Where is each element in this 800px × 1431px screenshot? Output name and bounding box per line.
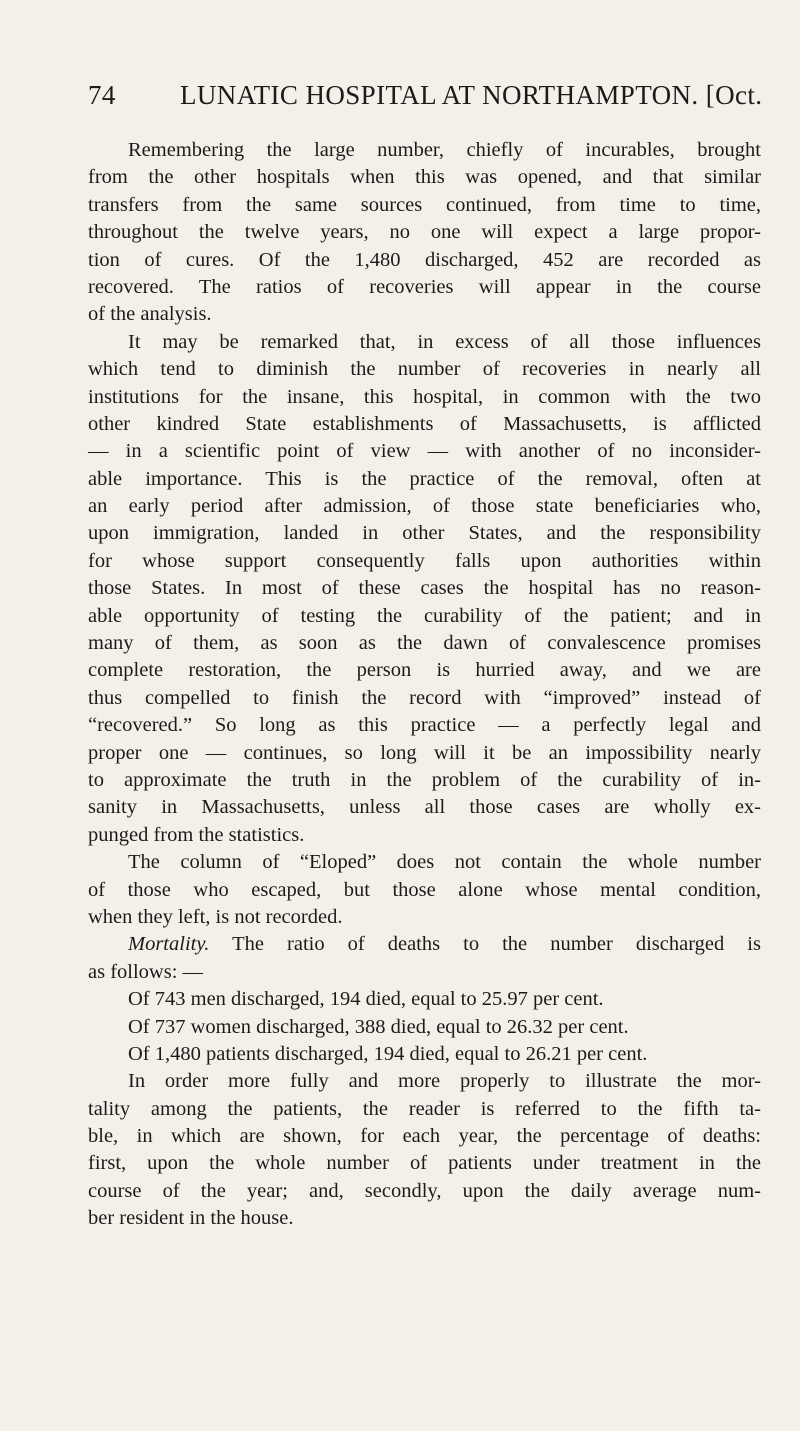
text-line: of the analysis. <box>88 303 212 326</box>
text-line: able importance. This is the practice of the removal, often at <box>88 467 761 490</box>
text-line: complete restoration, the person is hurried away, and we are <box>88 659 761 682</box>
text-line: those States. In most of these cases the hospital has no reason- <box>88 577 761 600</box>
text-line: ble, in which are shown, for each year, the percentage of deaths: <box>88 1125 761 1148</box>
running-month: [Oct. <box>705 80 763 110</box>
text-line: to approximate the truth in the problem of the curability of in- <box>88 768 761 791</box>
body-text <box>88 137 761 1233</box>
text-line: institutions for the insane, this hospital, in common with the two <box>88 385 761 408</box>
text-line: It may be remarked that, in excess of all those influences <box>128 330 761 353</box>
stat-line-men: Of 743 men discharged, 194 died, equal to 25.97 per cent. <box>128 988 604 1011</box>
text-line: transfers from the same sources continued, from time to time, <box>88 193 761 216</box>
text-line: upon immigration, landed in other States, and the responsibility <box>88 522 761 545</box>
text-line: from the other hospitals when this was opened, and that similar <box>88 166 761 189</box>
text-line: thus compelled to finish the record with “improved” instead of <box>88 686 761 709</box>
text-line: as follows: — <box>88 960 204 983</box>
text-line: “recovered.” So long as this practice — a perfectly legal and <box>88 714 761 737</box>
text-line: ber resident in the house. <box>88 1207 294 1230</box>
text-line: proper one — continues, so long will it be an impossibility nearly <box>88 741 761 764</box>
text-line <box>88 931 761 958</box>
text-line: an early period after admission, of those state beneficiaries who, <box>88 495 761 518</box>
text-line: which tend to diminish the number of recoveries in nearly all <box>88 358 761 381</box>
text-line: — in a scientific point of view — with another of no inconsider- <box>88 440 761 463</box>
text-line: able opportunity of testing the curability of the patient; and in <box>88 604 761 627</box>
stat-line-women: Of 737 women discharged, 388 died, equal to 26.32 per cent. <box>128 1015 629 1038</box>
text-line: recovered. The ratios of recoveries will appear in the course <box>88 275 761 298</box>
text-line: of those who escaped, but those alone whose mental condition, <box>88 878 761 901</box>
text-line: tality among the patients, the reader is referred to the fifth ta- <box>88 1097 761 1120</box>
text-line: course of the year; and, secondly, upon the daily average num- <box>88 1179 761 1202</box>
text-line: sanity in Massachusetts, unless all those cases are wholly ex- <box>88 796 761 819</box>
text-line: Remembering the large number, chiefly of incurables, brought <box>128 139 761 161</box>
page-number: 74 <box>88 80 116 110</box>
stat-line-patients: Of 1,480 patients discharged, 194 died, equal to 26.21 per cent. <box>128 1042 648 1065</box>
mortality-heading: Mortality. <box>128 933 210 956</box>
text-line: throughout the twelve years, no one will expect a large propor- <box>88 221 761 244</box>
running-header <box>88 78 768 112</box>
text-line: punged from the statistics. <box>88 823 305 846</box>
text-line: tion of cures. Of the 1,480 discharged, 452 are recorded as <box>88 248 761 271</box>
text-line: for whose support consequently falls upon authorities within <box>88 549 761 572</box>
text-line: when they left, is not recorded. <box>88 905 343 928</box>
mortality-intro: The ratio of deaths to the number discharged is <box>232 933 761 956</box>
running-title: LUNATIC HOSPITAL AT NORTHAMPTON. <box>180 80 699 110</box>
text-line: other kindred State establishments of Massachusetts, is afflicted <box>88 412 761 435</box>
text-line: many of them, as soon as the dawn of convalescence promises <box>88 632 761 655</box>
text-line: The column of “Eloped” does not contain the whole number <box>128 851 761 874</box>
text-line: first, upon the whole number of patients under treatment in the <box>88 1152 761 1175</box>
text-line: In order more fully and more properly to illustrate the mor- <box>128 1070 761 1093</box>
